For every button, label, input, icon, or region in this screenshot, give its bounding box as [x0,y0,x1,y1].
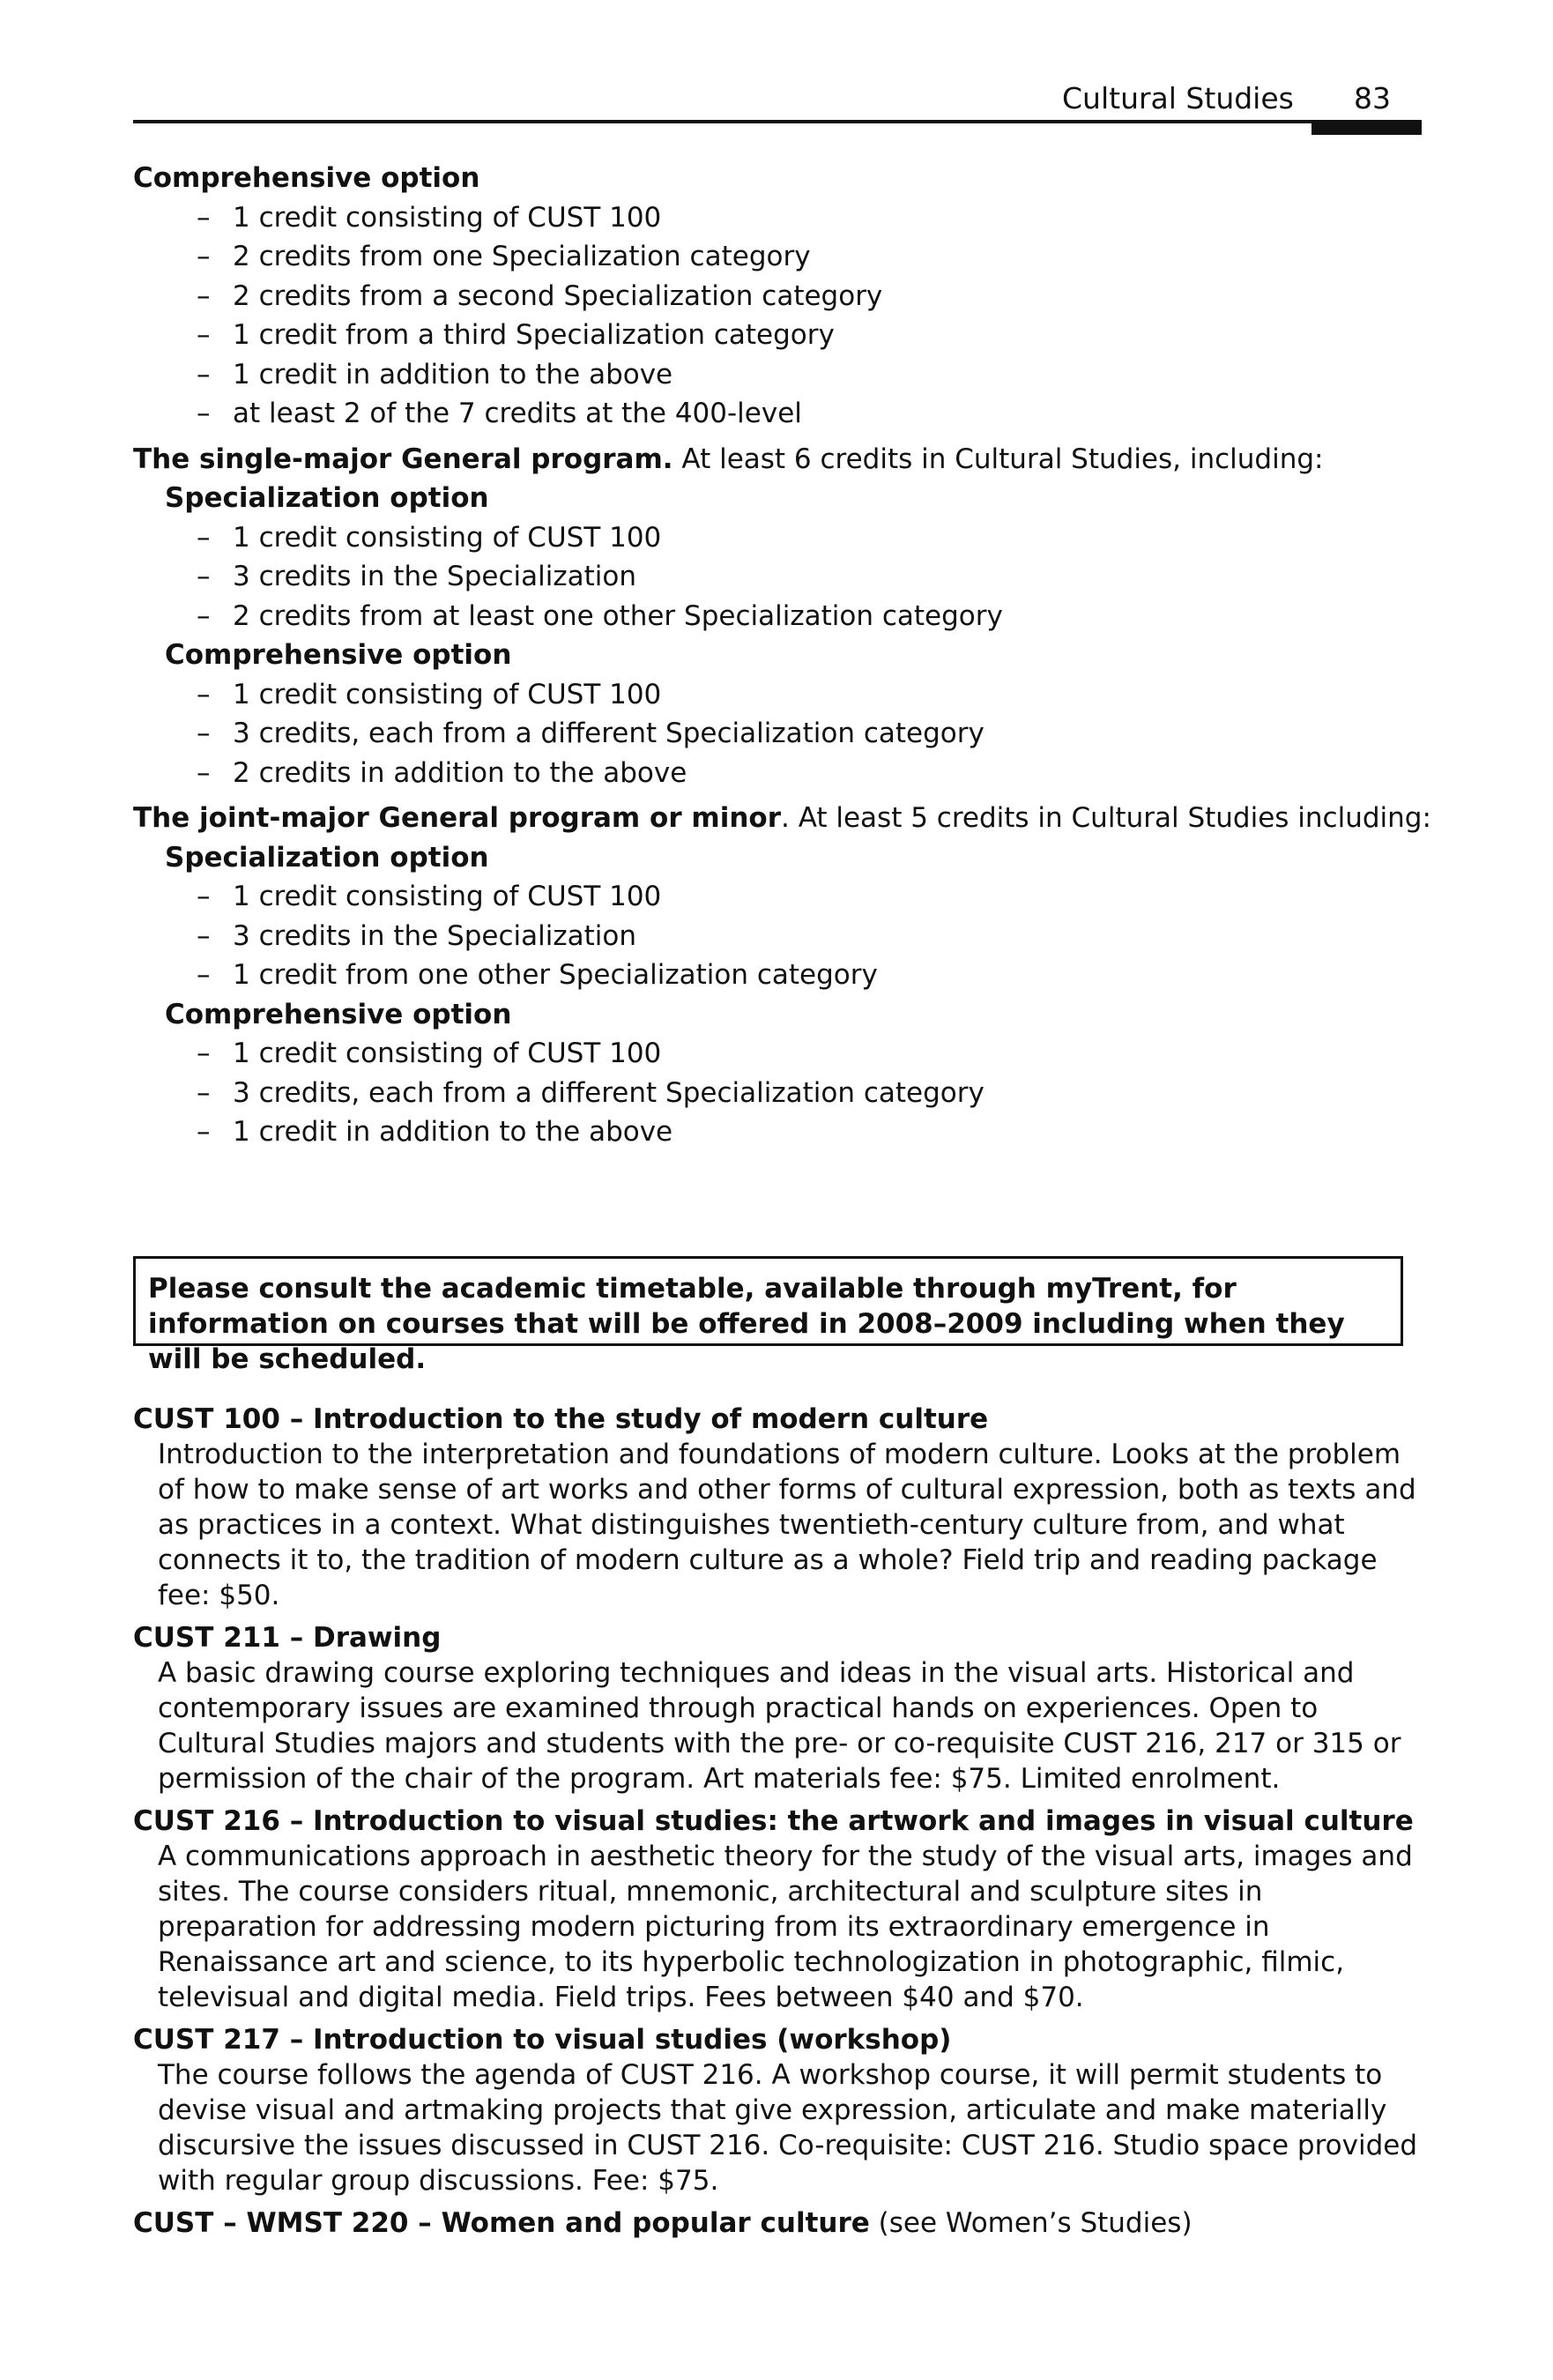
option-heading: Comprehensive option [165,998,512,1030]
requirement-item: – 1 credit consisting of CUST 100 [133,1034,1438,1074]
single-major-program [133,440,1438,480]
requirement-item: – 2 credits from at least one other Specialization category [133,597,1438,636]
option-heading: Specialization option [165,482,489,514]
course-entry [133,1804,1429,2015]
requirement-item: – at least 2 of the 7 credits at the 400-level [133,394,1438,434]
course-entry [133,2022,1429,2198]
course-entry [133,1402,1429,1613]
course-descriptions [133,1402,1429,2248]
course-description: A communications approach in aesthetic theory for the study of the visual arts, images and sites. The course considers ritual, mnemonic, architectural and sculpture sites in preparation for addressing modern picturing from its extraordinary emergence in Renaissance art and science, to its hyperbolic technologization in photographic, filmic, televisual and digital media. Field trips. Fees between $40 and $70. [158,1841,1413,2013]
requirement-item: – 1 credit from one other Specialization category [133,956,1438,995]
joint-major-program [133,799,1438,838]
option-heading: Comprehensive option [133,162,480,194]
requirement-list [133,675,1438,793]
program-text: At least 6 credits in Cultural Studies, including: [672,443,1324,475]
course-heading: CUST – WMST 220 – Women and popular culture [133,2207,870,2239]
course-entry [133,2205,1429,2241]
program-title: The single-major General program. [133,443,673,475]
course-heading: CUST 100 – Introduction to the study of modern culture [133,1403,989,1435]
requirement-item: – 2 credits from one Specialization category [133,237,1438,277]
requirement-list [133,1034,1438,1152]
requirement-item: – 1 credit consisting of CUST 100 [133,675,1438,715]
requirement-item: – 3 credits in the Specialization [133,557,1438,597]
requirement-item: – 1 credit consisting of CUST 100 [133,518,1438,558]
program-text: . At least 5 credits in Cultural Studies including: [780,802,1431,834]
header-rule [133,120,1422,123]
timetable-notice-box [133,1256,1403,1375]
requirement-item: – 1 credit consisting of CUST 100 [133,877,1438,917]
page-number: 83 [1354,81,1391,115]
course-description: A basic drawing course exploring techniques and ideas in the visual arts. Historical and contemporary issues are examined through practical hands on experiences. Open to Cultural Studies majors and students with the pre- or co-requisite CUST 216, 217 or 315 or permission of the chair of the program. Art materials fee: $75. Limited enrolment. [158,1657,1401,1795]
requirement-item: – 1 credit consisting of CUST 100 [133,198,1438,238]
option-heading: Comprehensive option [165,639,512,671]
course-entry [133,1620,1429,1796]
option-heading: Specialization option [165,841,489,874]
course-heading: CUST 217 – Introduction to visual studies (workshop) [133,2024,952,2056]
course-description: Introduction to the interpretation and foundations of modern culture. Looks at the problem of how to make sense of art works and other forms of cultural expression, both as texts and as practices in a context. What distinguishes twentieth-century culture from, and what connects it to, the tradition of modern culture as a whole? Field trip and reading package fee: $50. [158,1439,1416,1611]
program-title: The joint-major General program or minor [133,802,781,834]
course-description: The course follows the agenda of CUST 216. A workshop course, it will permit students to devise visual and artmaking projects that give expression, articulate and make materially discursive the issues discussed in CUST 216. Co-requisite: CUST 216. Studio space provided with regular group discussions. Fee: $75. [158,2059,1418,2197]
requirement-list [133,877,1438,995]
requirement-item: – 2 credits from a second Specialization category [133,277,1438,316]
notice-text: Please consult the academic timetable, available through myTrent, for information on courses that will be offered in 2008–2009 including when they will be scheduled. [148,1273,1345,1375]
header-tab-marker [1312,123,1422,135]
requirement-item: – 3 credits, each from a different Specialization category [133,714,1438,754]
course-heading: CUST 216 – Introduction to visual studies: the artwork and images in visual culture [133,1805,1414,1837]
course-cross-reference: (see Women’s Studies) [869,2207,1193,2239]
requirement-item: – 1 credit in addition to the above [133,355,1438,395]
requirement-item: – 3 credits, each from a different Specialization category [133,1074,1438,1113]
requirement-item: – 1 credit in addition to the above [133,1112,1438,1152]
requirement-item: – 1 credit from a third Specialization category [133,316,1438,355]
program-requirements [133,159,1438,1152]
requirement-list [133,198,1438,434]
running-header-title: Cultural Studies [1062,81,1294,115]
course-heading: CUST 211 – Drawing [133,1622,442,1654]
requirement-item: – 2 credits in addition to the above [133,754,1438,793]
requirement-item: – 3 credits in the Specialization [133,917,1438,956]
requirement-list [133,518,1438,636]
